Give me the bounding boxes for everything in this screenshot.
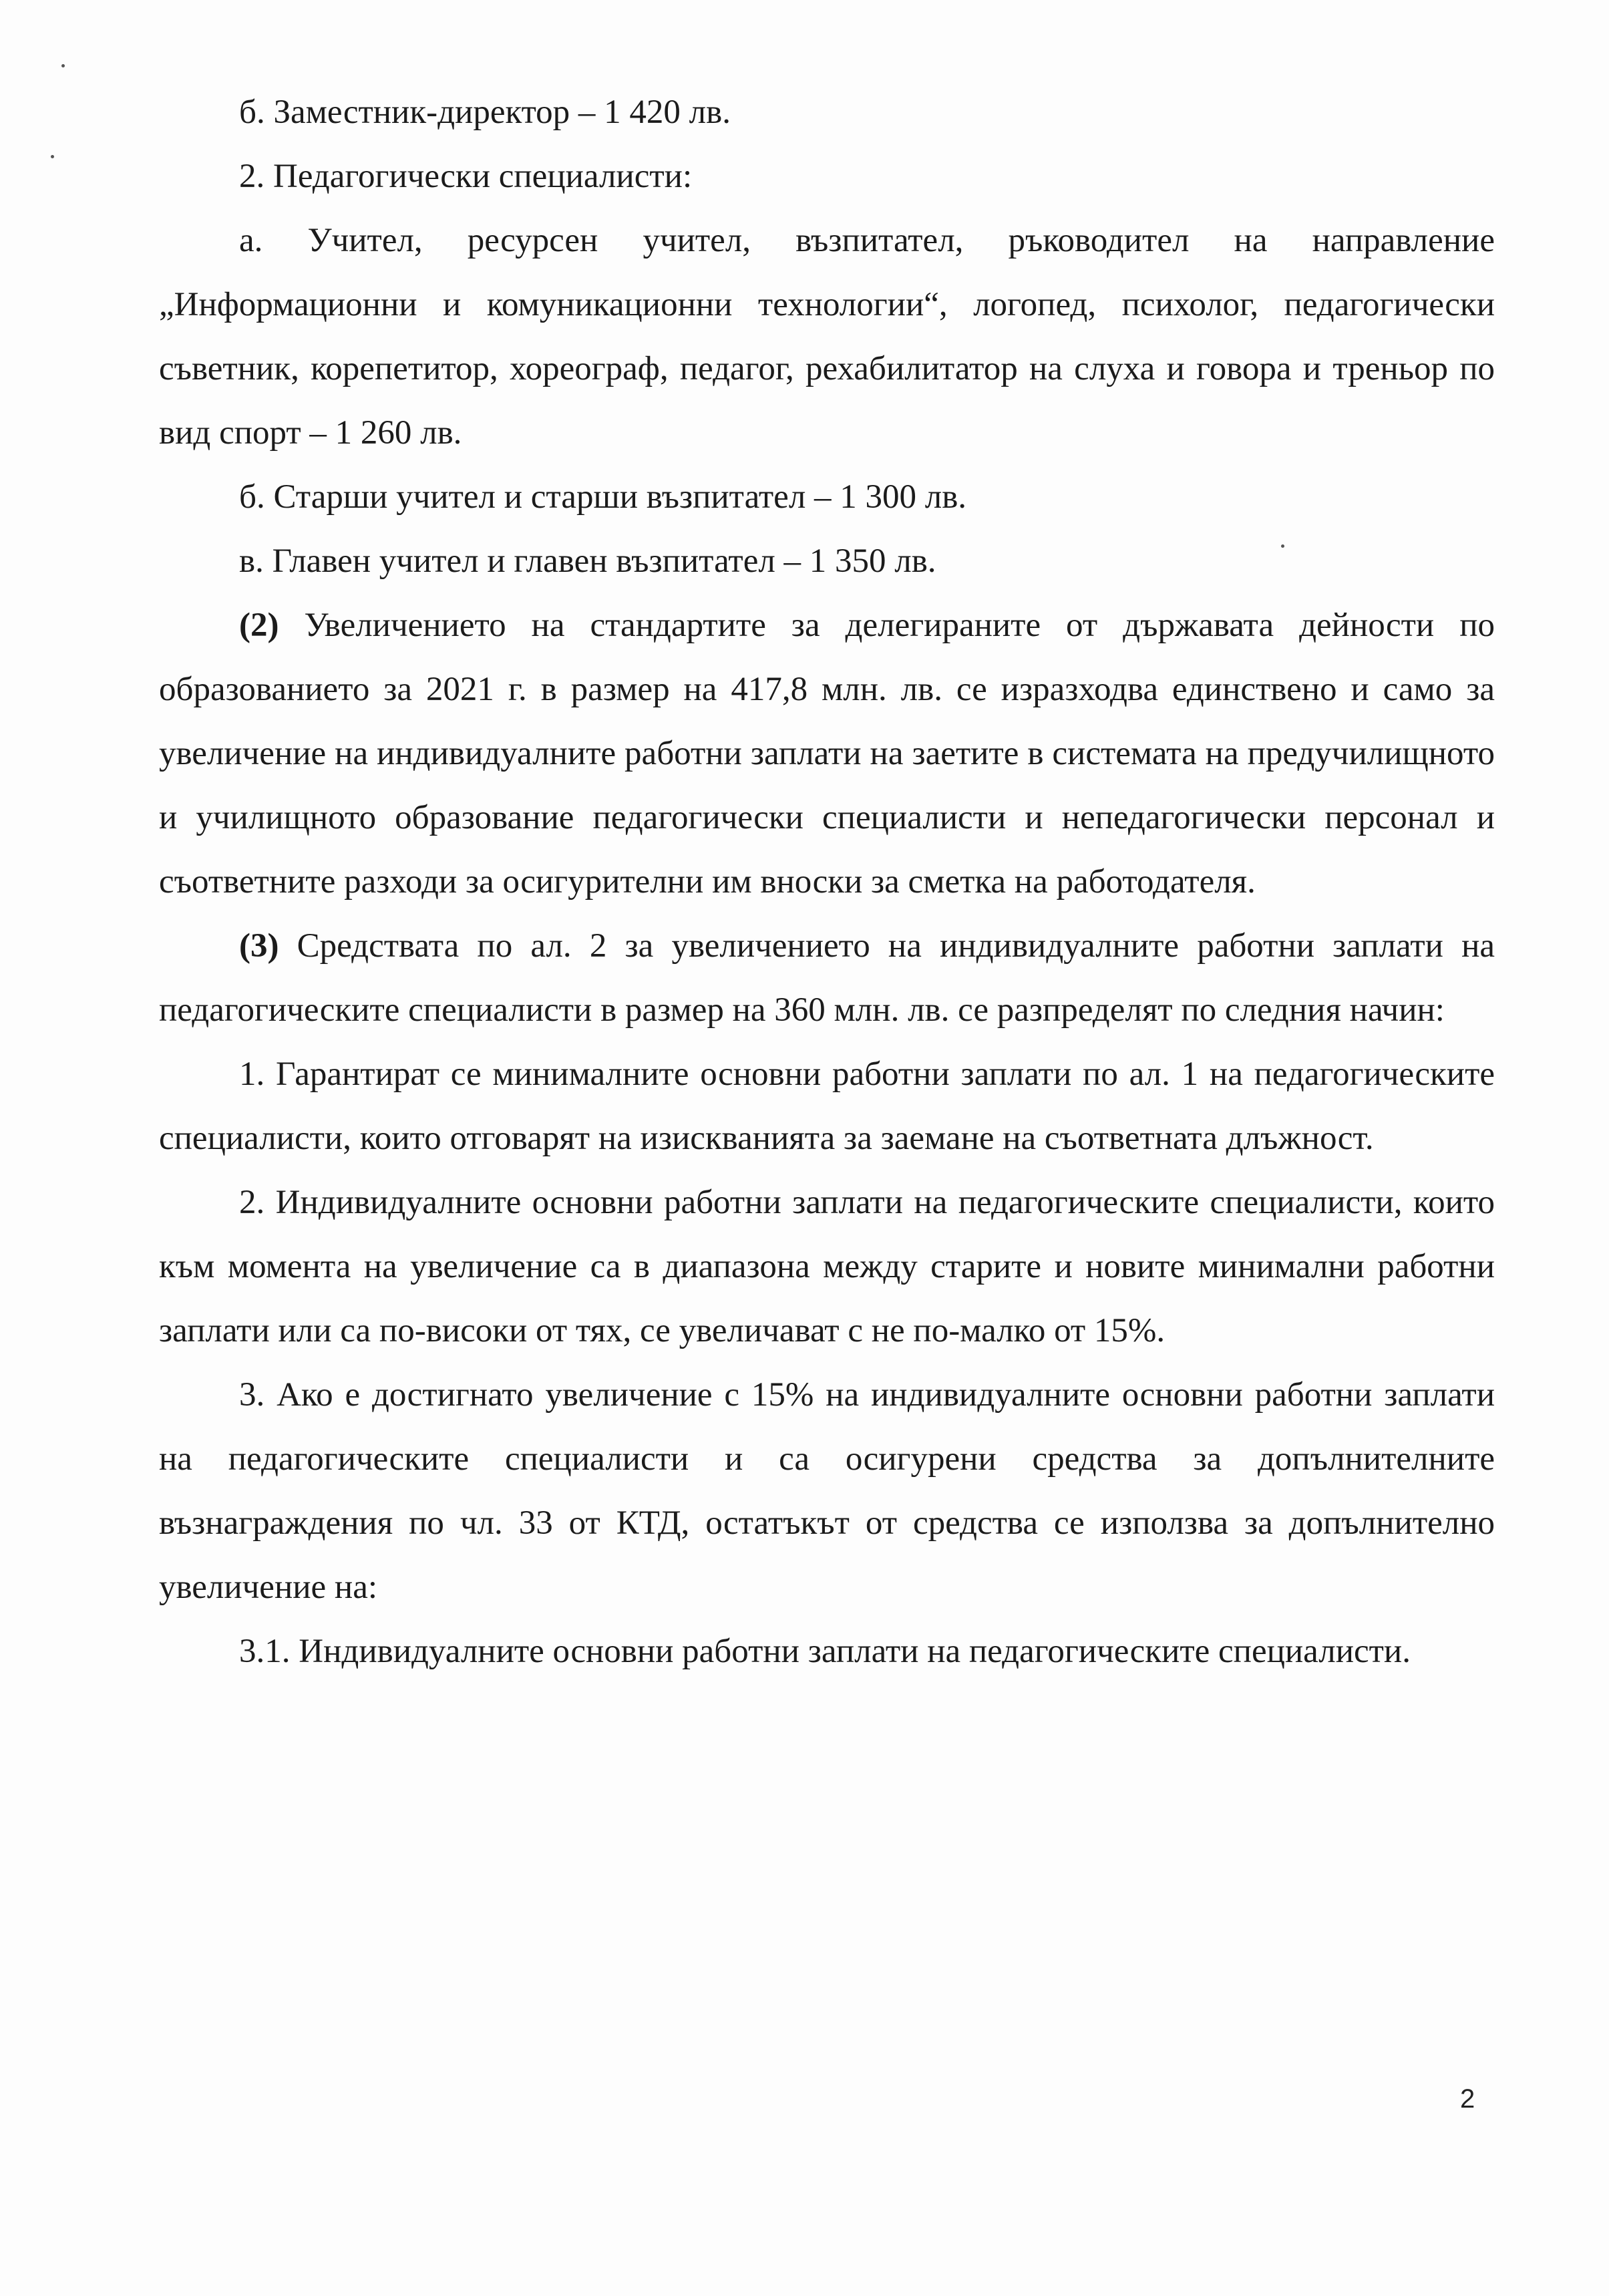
paragraph-pedagogical-specialists-heading xyxy=(159,144,1495,208)
paragraph-item-2 xyxy=(159,1170,1495,1363)
paragraph-item-1 xyxy=(159,1042,1495,1170)
paragraph-text: в. Главен учител и главен възпитател – 1 350 лв. xyxy=(239,542,936,580)
paragraph-text: 1. Гарантират се минималните основни работни заплати по ал. 1 на педагогическите специалисти, които отговарят на изискванията за заемане на съответната длъжност. xyxy=(159,1055,1495,1157)
paragraph-senior-teacher xyxy=(159,465,1495,529)
scan-speck xyxy=(61,64,65,67)
scan-speck xyxy=(51,155,54,158)
section-number: (3) xyxy=(239,927,279,965)
paragraph-teacher-list xyxy=(159,208,1495,465)
paragraph-text: 3. Ако е достигнато увеличение с 15% на индивидуалните основни работни заплати на педагогическите специалисти и са осигурени средства за допълнителните възнаграждения по чл. 33 от КТД, остатъкът от средства се използва за допълнително увеличение на: xyxy=(159,1376,1495,1606)
document-body xyxy=(159,80,1495,1683)
paragraph-section-2 xyxy=(159,593,1495,914)
paragraph-text: Средствата по ал. 2 за увеличението на индивидуалните работни заплати на педагогическите специалисти в размер на 360 млн. лв. се разпределят по следния начин: xyxy=(159,927,1495,1029)
paragraph-item-3 xyxy=(159,1363,1495,1619)
paragraph-text: Увеличението на стандартите за делегираните от държавата дейности по образованието за 2021 г. в размер на 417,8 млн. лв. се изразходва единствено и само за увеличение на индивидуалните работни заплати на заетите в системата на предучилищното и училищното образование педагогически специалисти и непедагогически персонал и съответните разходи за осигурителни им вноски за сметка на работодателя. xyxy=(159,607,1495,900)
paragraph-text: 2. Индивидуалните основни работни заплати на педагогическите специалисти, които към момента на увеличение са в диапазона между старите и новите минимални работни заплати или са по-високи от тях, се увеличават с не по-малко от 15%. xyxy=(159,1184,1495,1349)
page-number: 2 xyxy=(1460,2084,1475,2114)
paragraph-text: б. Старши учител и старши възпитател – 1 300 лв. xyxy=(239,478,967,516)
paragraph-deputy-director xyxy=(159,80,1495,144)
paragraph-text: б. Заместник-директор – 1 420 лв. xyxy=(239,94,731,131)
paragraph-text: 3.1. Индивидуалните основни работни заплати на педагогическите специалисти. xyxy=(239,1633,1411,1670)
paragraph-section-3 xyxy=(159,914,1495,1042)
paragraph-text: а. Учител, ресурсен учител, възпитател, ръководител на направление „Информационни и комуникационни технологии“, логопед, психолог, педагогически съветник, корепетитор, хореограф, педагог, рехабилитатор на слуха и говора и треньор по вид спорт – 1 260 лв. xyxy=(159,222,1495,452)
paragraph-text: 2. Педагогически специалисти: xyxy=(239,158,693,195)
section-number: (2) xyxy=(239,607,279,644)
paragraph-item-3-1 xyxy=(159,1619,1495,1683)
paragraph-chief-teacher xyxy=(159,529,1495,593)
